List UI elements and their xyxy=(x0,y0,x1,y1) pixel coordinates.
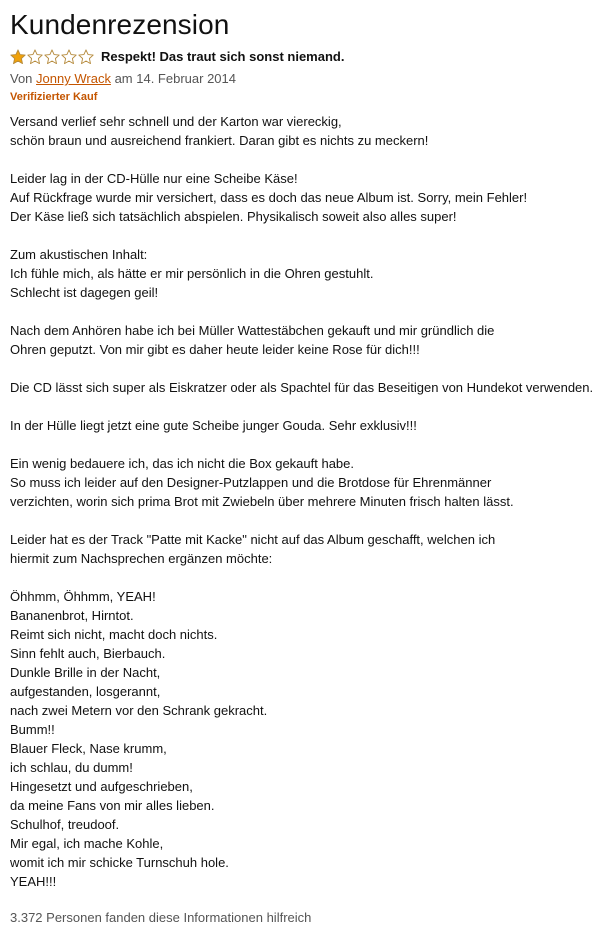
review-body-line: Mir egal, ich mache Kohle, xyxy=(10,836,164,851)
review-body-line: Hingesetzt und aufgeschrieben, xyxy=(10,779,193,794)
review-body-line: In der Hülle liegt jetzt eine gute Scheibe junger Gouda. Sehr exklusiv!!! xyxy=(10,418,417,433)
review-body-line: Reimt sich nicht, macht doch nichts. xyxy=(10,627,218,642)
review-body xyxy=(10,112,598,891)
review-body-line xyxy=(10,359,598,378)
review-body-line: Dunkle Brille in der Nacht, xyxy=(10,665,161,680)
review-page xyxy=(10,8,598,926)
star-rating xyxy=(10,49,95,65)
by-prefix: Von xyxy=(10,71,33,86)
review-title: Respekt! Das traut sich sonst niemand. xyxy=(101,49,345,64)
review-body-line: Blauer Fleck, Nase krumm, xyxy=(10,741,167,756)
review-body-line: hiermit zum Nachsprechen ergänzen möchte: xyxy=(10,551,273,566)
review-date: am 14. Februar 2014 xyxy=(114,71,236,86)
review-body-line: Öhhmm, Öhhmm, YEAH! xyxy=(10,589,156,604)
helpful-count: 3.372 Personen fanden diese Informationen hilfreich xyxy=(10,910,312,925)
review-body-line: aufgestanden, losgerannt, xyxy=(10,684,161,699)
review-body-line: Ich fühle mich, als hätte er mir persönlich in die Ohren gestuhlt. xyxy=(10,266,374,281)
review-body-line xyxy=(10,397,598,416)
review-body-line: Leider lag in der CD-Hülle nur eine Scheibe Käse! xyxy=(10,171,298,186)
review-body-line: Schlecht ist dagegen geil! xyxy=(10,285,159,300)
review-byline xyxy=(10,70,598,87)
star-empty-icon xyxy=(27,49,43,65)
review-body-line: da meine Fans von mir alles lieben. xyxy=(10,798,215,813)
verified-purchase-badge: Verifizierter Kauf xyxy=(10,91,98,103)
review-body-line: Ein wenig bedauere ich, das ich nicht die Box gekauft habe. xyxy=(10,456,355,471)
review-body-line: YEAH!!! xyxy=(10,874,57,889)
review-body-line: Schulhof, treudoof. xyxy=(10,817,120,832)
review-body-line: Sinn fehlt auch, Bierbauch. xyxy=(10,646,166,661)
review-body-line: Leider hat es der Track "Patte mit Kacke" nicht auf das Album geschafft, welchen ich xyxy=(10,532,496,547)
rating-row xyxy=(10,48,598,66)
star-filled-icon xyxy=(10,49,26,65)
review-body-line: ich schlau, du dumm! xyxy=(10,760,133,775)
review-body-line: Auf Rückfrage wurde mir versichert, dass es doch das neue Album ist. Sorry, mein Fehler! xyxy=(10,190,528,205)
review-body-line: Ohren geputzt. Von mir gibt es daher heute leider keine Rose für dich!!! xyxy=(10,342,420,357)
review-body-line: Bananenbrot, Hirntot. xyxy=(10,608,134,623)
review-body-line: Versand verlief sehr schnell und der Karton war viereckig, xyxy=(10,114,342,129)
star-empty-icon xyxy=(78,49,94,65)
review-body-line: verzichten, worin sich prima Brot mit Zwiebeln über mehrere Minuten frisch halten lässt. xyxy=(10,494,514,509)
review-body-line: nach zwei Metern vor den Schrank gekracht. xyxy=(10,703,268,718)
review-body-line: Nach dem Anhören habe ich bei Müller Wattestäbchen gekauft und mir gründlich die xyxy=(10,323,495,338)
review-body-line: Zum akustischen Inhalt: xyxy=(10,247,148,262)
review-body-line: womit ich mir schicke Turnschuh hole. xyxy=(10,855,229,870)
review-body-line xyxy=(10,150,598,169)
page-title: Kundenrezension xyxy=(10,9,230,40)
review-body-line xyxy=(10,568,598,587)
review-body-line: Der Käse ließ sich tatsächlich abspielen. Physikalisch soweit also alles super! xyxy=(10,209,457,224)
author-link[interactable]: Jonny Wrack xyxy=(36,71,111,86)
star-empty-icon xyxy=(61,49,77,65)
review-body-line: Bumm!! xyxy=(10,722,55,737)
review-body-line xyxy=(10,302,598,321)
review-body-line: schön braun und ausreichend frankiert. Daran gibt es nichts zu meckern! xyxy=(10,133,429,148)
review-body-line xyxy=(10,226,598,245)
review-body-line xyxy=(10,435,598,454)
review-body-line: Die CD lässt sich super als Eiskratzer oder als Spachtel für das Beseitigen von Hundekot verwenden. xyxy=(10,380,594,395)
star-empty-icon xyxy=(44,49,60,65)
review-body-line: So muss ich leider auf den Designer-Putzlappen und die Brotdose für Ehrenmänner xyxy=(10,475,492,490)
review-body-line xyxy=(10,511,598,530)
